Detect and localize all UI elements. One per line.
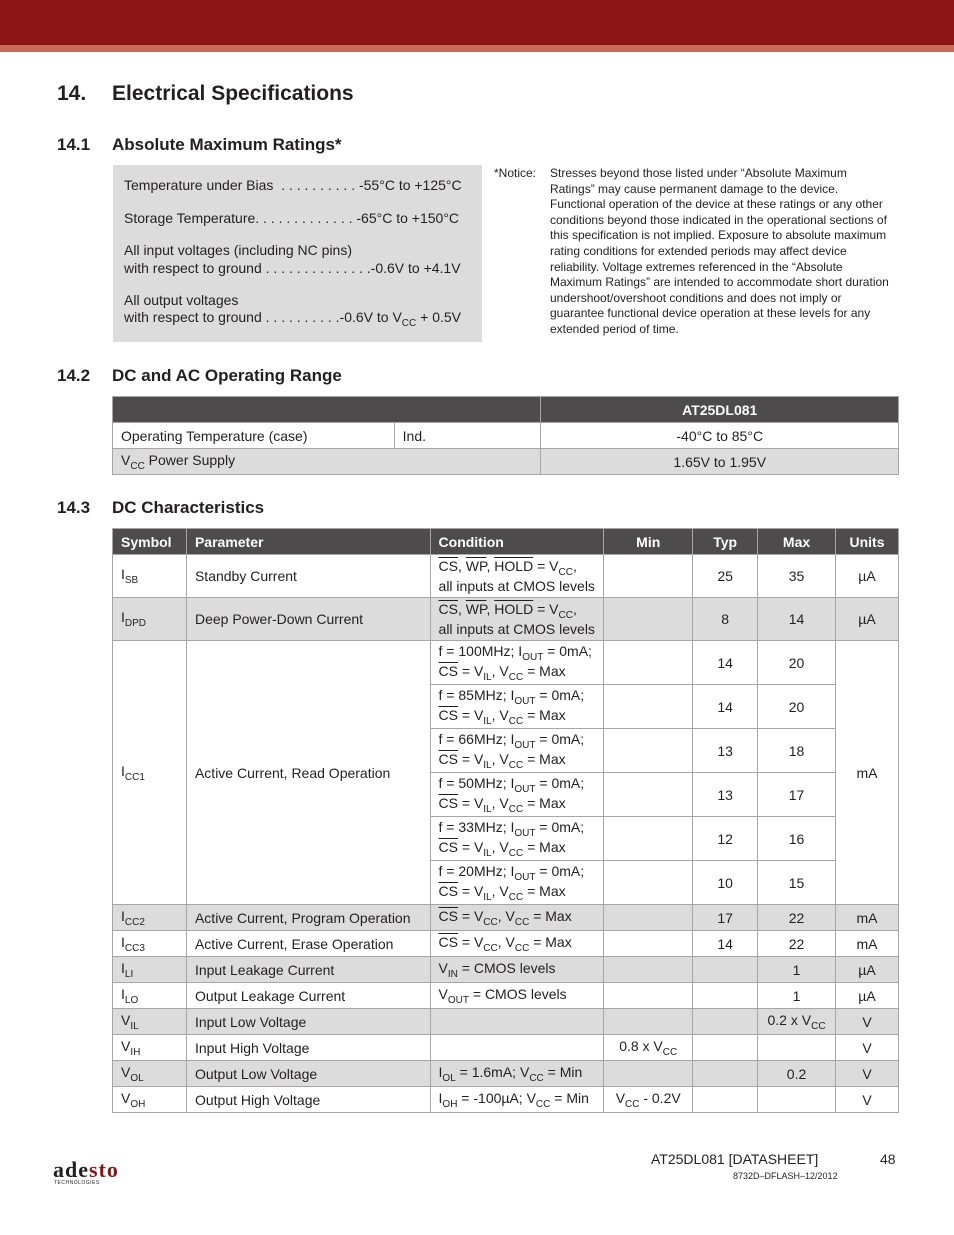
min-cell xyxy=(604,773,693,817)
table-header: Typ xyxy=(693,529,758,555)
dc-characteristics-table xyxy=(112,528,899,1113)
table-header: Max xyxy=(758,529,836,555)
max-cell: 20 xyxy=(758,685,836,729)
max-cell: 0.2 x $V_{CC}$ xyxy=(758,1009,836,1035)
symbol-cell: $V_{IL}$ xyxy=(113,1009,187,1035)
parameter-cell: Active Current, Program Operation xyxy=(186,905,430,931)
subsection-title: Absolute Maximum Ratings* xyxy=(112,135,342,154)
typ-cell: 12 xyxy=(693,817,758,861)
min-cell xyxy=(604,641,693,685)
table-cell: -40°C to 85°C xyxy=(541,423,899,449)
condition-cell: f = 100MHz; $I_{OUT} = 0mA$; $\overline{CS} = V_{IL}$, $V_{CC}$ = Max xyxy=(430,641,604,685)
symbol-cell: $I_{DPD}$ xyxy=(113,598,187,641)
table-row xyxy=(113,598,899,641)
max-cell: 14 xyxy=(758,598,836,641)
min-cell xyxy=(604,817,693,861)
rating-line: All input voltages (including NC pins) xyxy=(124,242,352,258)
table-header: Condition xyxy=(430,529,604,555)
min-cell xyxy=(604,685,693,729)
footer-doc-title: AT25DL081 [DATASHEET] xyxy=(651,1151,819,1167)
table-header: Min xyxy=(604,529,693,555)
typ-cell xyxy=(693,1087,758,1113)
section-number: 14. xyxy=(57,82,87,105)
table-cell: Operating Temperature (case) xyxy=(113,423,395,449)
units-cell: µA xyxy=(835,598,898,641)
heading-14-2 xyxy=(57,366,342,386)
parameter-cell: Output Low Voltage xyxy=(186,1061,430,1087)
min-cell: 0.8 x $V_{CC}$ xyxy=(604,1035,693,1061)
table-row xyxy=(113,1035,899,1061)
parameter-cell: Input Low Voltage xyxy=(186,1009,430,1035)
min-cell xyxy=(604,905,693,931)
table-cell: Ind. xyxy=(394,423,541,449)
typ-cell: 13 xyxy=(693,729,758,773)
typ-cell xyxy=(693,983,758,1009)
min-cell xyxy=(604,861,693,905)
condition-cell: f = 33MHz; $I_{OUT} = 0mA$; $\overline{CS} = V_{IL}$, $V_{CC}$ = Max xyxy=(430,817,604,861)
max-cell: 18 xyxy=(758,729,836,773)
subsection-number: 14.1 xyxy=(57,135,91,154)
typ-cell xyxy=(693,957,758,983)
max-cell: 22 xyxy=(758,931,836,957)
adesto-logo: adesto xyxy=(53,1157,119,1182)
max-cell xyxy=(758,1087,836,1113)
symbol-cell: $I_{CC1}$ xyxy=(113,641,187,905)
notice-text: Stresses beyond those listed under “Absolute Maximum Ratings” may cause permanent damage to the device. Functional operation of the device at these ratings or any other conditions beyond those indicated in the operational sections of this specification is not implied. Exposure to absolute maximum rating conditions for extended periods may affect device reliability. Voltage extremes referenced in the “Absolute Maximum Ratings” are intended to accommodate short duration undershoot/overshoot conditions and does not imply or guarantee functional device operation at these levels for any extended period of time. xyxy=(550,166,889,336)
table-row xyxy=(113,931,899,957)
table-row xyxy=(113,957,899,983)
operating-range-table xyxy=(112,396,899,475)
section-title: Electrical Specifications xyxy=(112,82,354,105)
condition-cell: $\overline{CS}$, $\overline{WP}$, HOLD = $V_{CC}$, all inputs at CMOS levels xyxy=(430,598,604,641)
table-cell: $V_{CC}$ Power Supply xyxy=(113,449,541,475)
subsection-title: DC Characteristics xyxy=(112,498,265,517)
min-cell: $V_{CC} - 0.2V$ xyxy=(604,1087,693,1113)
typ-cell xyxy=(693,1035,758,1061)
table-header: Parameter xyxy=(186,529,430,555)
typ-cell: 13 xyxy=(693,773,758,817)
symbol-cell: $I_{SB}$ xyxy=(113,555,187,598)
max-cell: 0.2 xyxy=(758,1061,836,1087)
ratings-box xyxy=(113,165,482,342)
parameter-cell: Active Current, Erase Operation xyxy=(186,931,430,957)
parameter-cell: Deep Power-Down Current xyxy=(186,598,430,641)
subsection-title: DC and AC Operating Range xyxy=(112,366,342,385)
condition-cell: f = 50MHz; $I_{OUT} = 0mA$; $\overline{CS} = V_{IL}$, $V_{CC}$ = Max xyxy=(430,773,604,817)
logo-subtitle: TECHNOLOGIES xyxy=(54,1180,100,1186)
max-cell xyxy=(758,1035,836,1061)
max-cell: 1 xyxy=(758,983,836,1009)
typ-cell: 17 xyxy=(693,905,758,931)
max-cell: 35 xyxy=(758,555,836,598)
units-cell: V xyxy=(835,1035,898,1061)
footer-page-number: 48 xyxy=(880,1151,896,1167)
header-bar xyxy=(0,0,954,45)
units-cell: mA xyxy=(835,905,898,931)
rating-line: with respect to ground . . . . . . . . . . . . . .-0.6V to +4.1V xyxy=(124,260,461,276)
max-cell: 15 xyxy=(758,861,836,905)
typ-cell xyxy=(693,1061,758,1087)
condition-cell xyxy=(430,1035,604,1061)
parameter-cell: Output High Voltage xyxy=(186,1087,430,1113)
table-row xyxy=(113,983,899,1009)
condition-cell: f = 66MHz; $I_{OUT} = 0mA$; $\overline{CS} = V_{IL}$, $V_{CC}$ = Max xyxy=(430,729,604,773)
condition-cell: $\overline{CS}$, $\overline{WP}$, HOLD = $V_{CC}$, all inputs at CMOS levels xyxy=(430,555,604,598)
table-row xyxy=(113,641,899,685)
parameter-cell: Output Leakage Current xyxy=(186,983,430,1009)
min-cell xyxy=(604,1061,693,1087)
max-cell: 22 xyxy=(758,905,836,931)
table-row xyxy=(113,905,899,931)
table-header: Symbol xyxy=(113,529,187,555)
symbol-cell: $I_{CC3}$ xyxy=(113,931,187,957)
min-cell xyxy=(604,1009,693,1035)
min-cell xyxy=(604,729,693,773)
min-cell xyxy=(604,555,693,598)
min-cell xyxy=(604,983,693,1009)
min-cell xyxy=(604,931,693,957)
notice-label: *Notice: xyxy=(494,166,537,180)
condition-cell: $I_{OL} = 1.6mA$; $V_{CC}$ = Min xyxy=(430,1061,604,1087)
footer-doc-code: 8732D–DFLASH–12/2012 xyxy=(733,1171,838,1181)
units-cell: mA xyxy=(835,641,898,905)
symbol-cell: $V_{IH}$ xyxy=(113,1035,187,1061)
symbol-cell: $I_{CC2}$ xyxy=(113,905,187,931)
min-cell xyxy=(604,957,693,983)
typ-cell: 8 xyxy=(693,598,758,641)
condition-cell: $\overline{CS} = V_{CC}$, $V_{CC}$ = Max xyxy=(430,905,604,931)
condition-cell: $I_{OH} = -100\mu A$; $V_{CC}$ = Min xyxy=(430,1087,604,1113)
parameter-cell: Standby Current xyxy=(186,555,430,598)
condition-cell: f = 20MHz; $I_{OUT} = 0mA$; $\overline{CS} = V_{IL}$, $V_{CC}$ = Max xyxy=(430,861,604,905)
max-cell: 1 xyxy=(758,957,836,983)
units-cell: µA xyxy=(835,983,898,1009)
condition-cell: f = 85MHz; $I_{OUT} = 0mA$; $\overline{CS} = V_{IL}$, $V_{CC}$ = Max xyxy=(430,685,604,729)
heading-14-3 xyxy=(57,498,264,518)
table-row xyxy=(113,1009,899,1035)
typ-cell: 14 xyxy=(693,641,758,685)
rating-line: with respect to ground . . . . . . . . . .-0.6V to $V_{CC} + 0.5V$ xyxy=(124,309,462,329)
header-stripe xyxy=(0,45,954,52)
symbol-cell: $I_{LO}$ xyxy=(113,983,187,1009)
symbol-cell: $I_{LI}$ xyxy=(113,957,187,983)
units-cell: µA xyxy=(835,957,898,983)
table-header: Units xyxy=(835,529,898,555)
condition-cell: $\overline{CS} = V_{CC}$, $V_{CC}$ = Max xyxy=(430,931,604,957)
condition-cell: $V_{IN}$ = CMOS levels xyxy=(430,957,604,983)
parameter-cell: Input Leakage Current xyxy=(186,957,430,983)
subsection-number: 14.3 xyxy=(57,498,91,517)
units-cell: V xyxy=(835,1061,898,1087)
table-row xyxy=(113,1087,899,1113)
typ-cell: 10 xyxy=(693,861,758,905)
symbol-cell: $V_{OH}$ xyxy=(113,1087,187,1113)
typ-cell: 14 xyxy=(693,931,758,957)
units-cell: V xyxy=(835,1009,898,1035)
units-cell: V xyxy=(835,1087,898,1113)
typ-cell xyxy=(693,1009,758,1035)
parameter-cell: Active Current, Read Operation xyxy=(186,641,430,905)
parameter-cell: Input High Voltage xyxy=(186,1035,430,1061)
rating-line: Temperature under Bias . . . . . . . . . . -55°C to +125°C xyxy=(124,177,462,193)
units-cell: µA xyxy=(835,555,898,598)
max-cell: 20 xyxy=(758,641,836,685)
rating-line: All output voltages xyxy=(124,292,239,308)
max-cell: 16 xyxy=(758,817,836,861)
typ-cell: 14 xyxy=(693,685,758,729)
min-cell xyxy=(604,598,693,641)
condition-cell xyxy=(430,1009,604,1035)
subsection-number: 14.2 xyxy=(57,366,91,385)
condition-cell: $V_{OUT}$ = CMOS levels xyxy=(430,983,604,1009)
table-cell: 1.65V to 1.95V xyxy=(541,449,899,475)
table-row xyxy=(113,1061,899,1087)
table-row xyxy=(113,555,899,598)
rating-line: Storage Temperature. . . . . . . . . . . . . -65°C to +150°C xyxy=(124,210,460,226)
typ-cell: 25 xyxy=(693,555,758,598)
page-title xyxy=(57,82,354,106)
table-header-blank xyxy=(113,397,541,423)
units-cell: mA xyxy=(835,931,898,957)
symbol-cell: $V_{OL}$ xyxy=(113,1061,187,1087)
heading-14-1 xyxy=(57,135,342,155)
max-cell: 17 xyxy=(758,773,836,817)
table-header: AT25DL081 xyxy=(541,397,899,423)
